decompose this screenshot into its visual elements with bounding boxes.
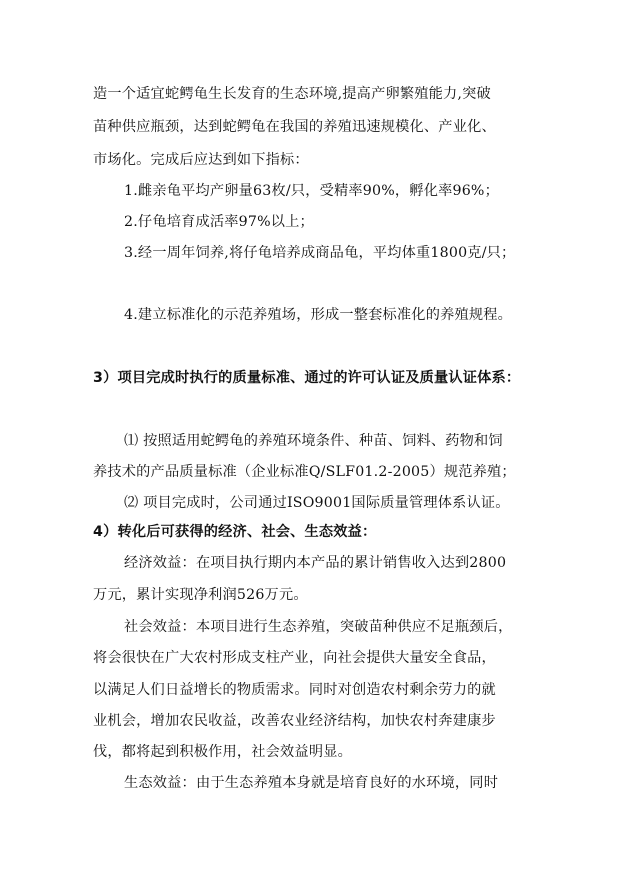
text-line: 养技术的产品质量标准（企业标准Q/SLF01.2-2005）规范养殖；	[93, 464, 516, 480]
text-line: ⑴ 按照适用蛇鳄龟的养殖环境条件、种苗、饲料、药物和饲	[124, 433, 503, 449]
text-line: 生态效益：由于生态养殖本身就是培育良好的水环境，同时	[124, 775, 499, 791]
text-line: ⑵ 项目完成时，公司通过ISO9001国际质量管理体系认证。	[124, 495, 510, 511]
text-line: 将会很快在广大农村形成支柱产业，向社会提供大量安全食品，	[93, 650, 496, 666]
text-line: 伐，都将起到积极作用，社会效益明显。	[93, 744, 352, 760]
section-heading: 3）项目完成时执行的质量标准、通过的许可认证及质量认证体系：	[93, 370, 521, 386]
text-line: 万元，累计实现净利润526万元。	[93, 587, 308, 603]
text-line: 市场化。完成后应达到如下指标：	[93, 152, 309, 168]
indicator-item: 3.经一周年饲养,将仔龟培养成商品龟，平均体重1800克/只；	[124, 245, 516, 261]
indicator-item: 2.仔龟培育成活率97%以上；	[124, 214, 314, 230]
text-line: 社会效益：本项目进行生态养殖，突破苗种供应不足瓶颈后，	[124, 619, 513, 635]
text-line: 以满足人们日益增长的物质需求。同时对创造农村剩余劳力的就	[93, 682, 496, 698]
text-line: 造一个适宜蛇鳄龟生长发育的生态环境,提高产卵繁殖能力,突破	[93, 86, 491, 102]
text-line: 苗种供应瓶颈，达到蛇鳄龟在我国的养殖迅速规模化、产业化、	[93, 119, 496, 135]
indicator-item: 4.建立标准化的示范养殖场，形成一整套标准化的养殖规程。	[124, 307, 513, 323]
indicator-item: 1.雌亲龟平均产卵量63枚/只，受精率90%，孵化率96%；	[124, 183, 500, 199]
text-line: 业机会，增加农民收益，改善农业经济结构，加快农村奔建康步	[93, 713, 496, 729]
section-heading: 4）转化后可获得的经济、社会、生态效益：	[93, 524, 377, 540]
text-line: 经济效益：在项目执行期内本产品的累计销售收入达到2800	[124, 555, 507, 571]
